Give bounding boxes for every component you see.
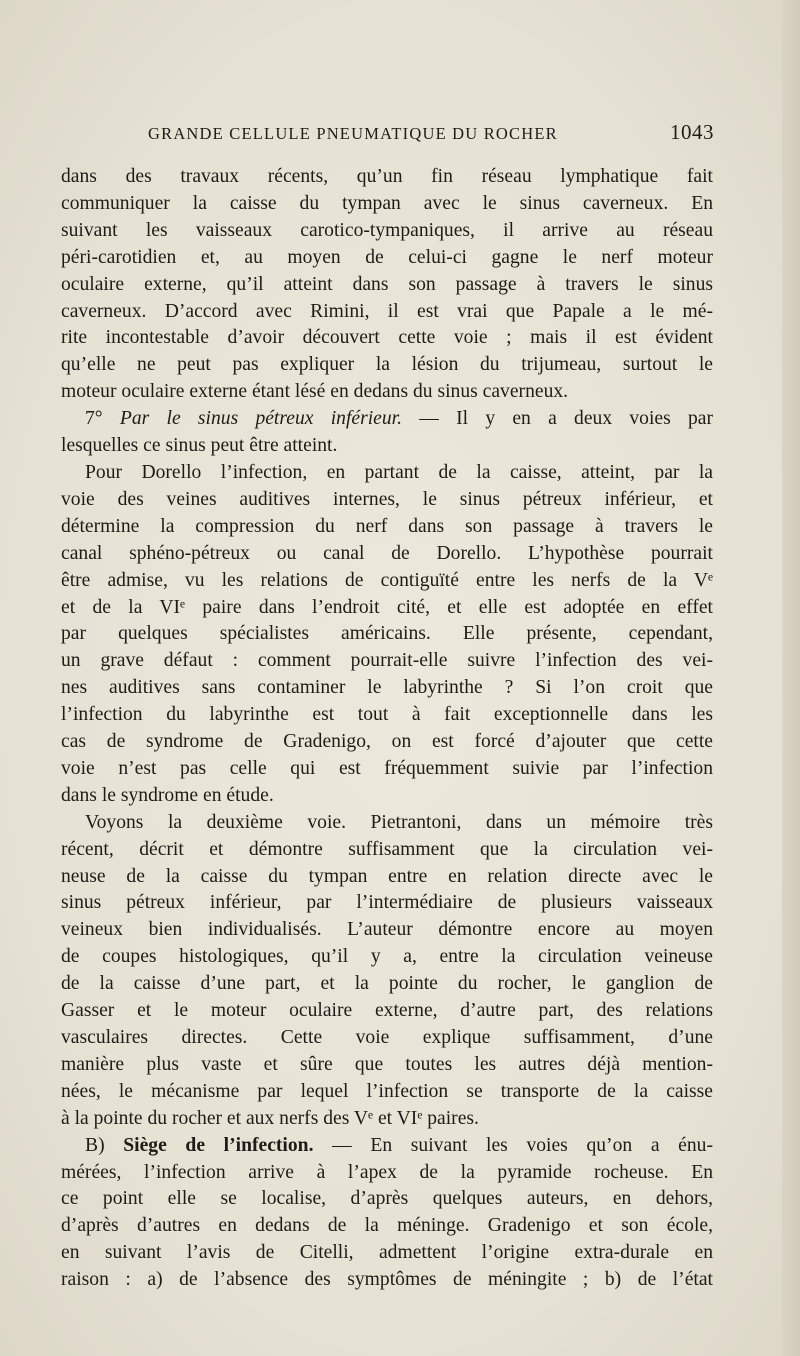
section-number: B) <box>85 1134 105 1156</box>
text-fragment: — Il y en a deux voies par <box>419 408 713 430</box>
text-line: dans des travaux récents, qu’un fin réseau lymphatique fait <box>61 166 713 187</box>
text-line: ce point elle se localise, d’après quelques auteurs, en dehors, <box>61 1188 713 1210</box>
text-line: canal sphéno-pétreux ou canal de Dorello. L’hypothèse pourrait <box>61 542 713 564</box>
text-line: rite incontestable d’avoir découvert cette voie ; mais il est évident <box>61 327 713 349</box>
text-line: en suivant l’avis de Citelli, admettent l’origine extra-durale en <box>61 1242 713 1264</box>
text-line: et de la VIᵉ paire dans l’endroit cité, et elle est adoptée en effet <box>61 596 713 618</box>
text-line: voie n’est pas celle qui est fréquemment suivie par l’infection <box>61 757 713 779</box>
text-line: raison : a) de l’absence des symptômes de méningite ; b) de l’état <box>61 1269 713 1291</box>
running-title: GRANDE CELLULE PNEUMATIQUE DU ROCHER <box>148 124 558 143</box>
text-line: sinus pétreux inférieur, par l’intermédiaire de plusieurs vaisseaux <box>61 892 713 914</box>
text-line: par quelques spécialistes américains. Elle présente, cependant, <box>61 623 713 645</box>
text-line: caverneux. D’accord avec Rimini, il est vrai que Papale a le mé- <box>61 300 713 322</box>
text-line: vasculaires directes. Cette voie explique suffisamment, d’une <box>61 1027 713 1048</box>
text-line: dans le syndrome en étude. <box>61 784 274 806</box>
page-header <box>148 120 714 148</box>
section-line <box>61 1133 713 1160</box>
text-fragment: — En suivant les voies qu’on a énu- <box>332 1134 713 1156</box>
body-text <box>61 164 713 1294</box>
text-line: l’infection du labyrinthe est tout à fait exceptionnelle dans les <box>61 704 713 726</box>
paragraph-4 <box>61 810 713 1133</box>
page-number: 1043 <box>670 120 714 144</box>
text-line: péri-carotidien et, au moyen de celui-ci gagne le nerf moteur <box>61 246 713 268</box>
text-line: communiquer la caisse du tympan avec le sinus caverneux. En <box>61 192 713 214</box>
text-line: récent, décrit et démontre suffisamment que la circulation vei- <box>61 838 713 860</box>
text-line: qu’elle ne peut pas expliquer la lésion du trijumeau, surtout le <box>61 354 713 376</box>
paragraph-1 <box>61 164 713 406</box>
text-line: cas de syndrome de Gradenigo, on est forcé d’ajouter que cette <box>61 731 713 753</box>
text-line: être admise, vu les relations de contiguïté entre les nerfs de la Vᵉ <box>61 569 713 591</box>
text-line: suivant les vaisseaux carotico-tympaniques, il arrive au réseau <box>61 219 713 241</box>
text-line: d’après d’autres en dedans de la méninge. Gradenigo et son école, <box>61 1215 713 1237</box>
text-line: de coupes histologiques, qu’il y a, entre la circulation veineuse <box>61 946 713 968</box>
text-line: neuse de la caisse du tympan entre en relation directe avec le <box>61 865 713 887</box>
section-line <box>61 406 713 433</box>
paragraph-3 <box>61 460 713 810</box>
text-line: mérées, l’infection arrive à l’apex de la pyramide rocheuse. En <box>61 1161 713 1183</box>
section-title: Par le sinus pétreux inférieur. <box>119 408 403 430</box>
text-line: Gasser et le moteur oculaire externe, d’autre part, des relations <box>61 1000 713 1022</box>
page-edge <box>782 0 800 1356</box>
text-line: lesquelles ce sinus peut être atteint. <box>61 435 338 457</box>
text-line: nes auditives sans contaminer le labyrinthe ? Si l’on croit que <box>61 677 713 699</box>
paragraph-2 <box>61 406 713 460</box>
text-line: veineux bien individualisés. L’auteur démontre encore au moyen <box>61 919 713 941</box>
text-line: détermine la compression du nerf dans son passage à travers le <box>61 515 713 537</box>
text-line: de la caisse d’une part, et la pointe du rocher, le ganglion de <box>61 973 713 995</box>
section-title: Siège de l’infection. <box>123 1134 314 1156</box>
text-line: Pour Dorello l’infection, en partant de la caisse, atteint, par la <box>85 461 713 483</box>
text-line: à la pointe du rocher et aux nerfs des Vᵉ et VIᵉ paires. <box>61 1107 479 1129</box>
text-line: moteur oculaire externe étant lésé en dedans du sinus caverneux. <box>61 381 569 403</box>
text-line: Voyons la deuxième voie. Pietrantoni, dans un mémoire très <box>85 811 713 833</box>
text-line: nées, le mécanisme par lequel l’infection se transporte de la caisse <box>61 1080 713 1102</box>
text-line: un grave défaut : comment pourrait-elle suivre l’infection des vei- <box>61 650 713 672</box>
paragraph-5 <box>61 1133 713 1294</box>
text-line: voie des veines auditives internes, le sinus pétreux inférieur, et <box>61 488 713 510</box>
text-line: oculaire externe, qu’il atteint dans son passage à travers le sinus <box>61 273 713 295</box>
section-number: 7° <box>85 408 103 430</box>
text-line: manière plus vaste et sûre que toutes les autres déjà mention- <box>61 1053 713 1075</box>
